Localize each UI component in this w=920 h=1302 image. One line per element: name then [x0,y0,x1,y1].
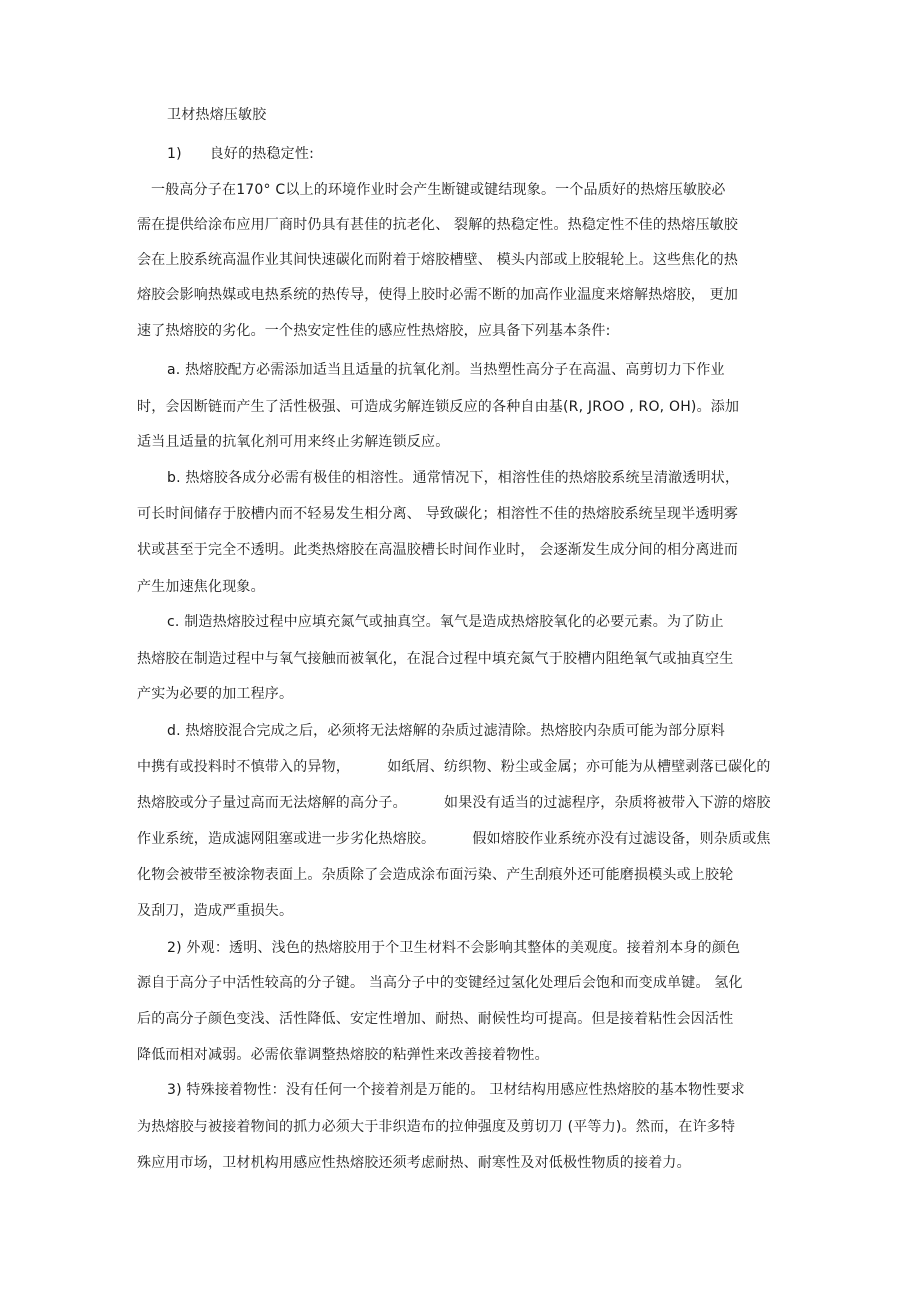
text-line: 及刮刀，造成严重损失。 [137,903,294,919]
text-line: 需在提供给涂布应用厂商时仍具有甚佳的抗老化、 裂解的热稳定性。热稳定性不佳的热熔压敏胶 [137,217,739,233]
text-line: 源自于高分子中活性较高的分子键。 当高分子中的变键经过氢化处理后会饱和而变成单键。 氢化 [137,975,743,991]
text-line: 后的高分子颜色变浅、活性降低、安定性增加、耐热、耐候性均可提高。但是接着粘性会因活性 [137,1011,734,1027]
text-line: 产生加速焦化现象。 [137,579,265,595]
text-line: 化物会被带至被涂物表面上。杂质除了会造成涂布面污染、产生刮痕外还可能磨损模头或上胶轮 [137,867,734,883]
text-line: 2) 外观：透明、浅色的热熔胶用于个卫生材料不会影响其整体的美观度。接着剂本身的颜色 [167,940,741,956]
text-line: 时，会因断链而产生了活性极强、可造成劣解连锁反应的各种自由基(R, JROO , RO, OH)。添加 [137,399,740,415]
text-line: 降低而相对减弱。必需依靠调整热熔胶的粘弹性来改善接着物性。 [137,1047,549,1063]
text-line: d. 热熔胶混合完成之后，必须将无法熔解的杂质过滤清除。热熔胶内杂质可能为部分原料 [167,723,725,739]
text-line: 殊应用市场，卫材机构用感应性热熔胶还须考虑耐热、耐寒性及对低极性物质的接着力。 [137,1155,691,1171]
text-line: 热熔胶在制造过程中与氧气接触而被氧化，在混合过程中填充氮气于胶槽内阻绝氧气或抽真空生 [137,651,734,667]
text-line: c. 制造热熔胶过程中应填充氮气或抽真空。氧气是造成热熔胶氧化的必要元素。为了防止 [167,614,724,630]
text-line: 为热熔胶与被接着物间的抓力必须大于非织造布的拉伸强度及剪切刀 (平等力)。然而，在许多特 [137,1119,736,1135]
text-line: 产实为必要的加工程序。 [137,686,294,702]
section-heading-thermal-stability: 1) 良好的热稳定性: [167,146,314,162]
document-title: 卫材热熔压敏胶 [167,107,267,123]
text-line: 熔胶会影响热媒或电热系统的热传导，使得上胶时必需不断的加高作业温度来熔解热熔胶， 更加 [137,287,739,303]
text-line: 适当且适量的抗氧化剂可用来终止劣解连锁反应。 [137,434,450,450]
text-line: b. 热熔胶各成分必需有极佳的相溶性。通常情况下，相溶性佳的热熔胶系统呈清澈透明状， [167,470,740,486]
text-line: 3) 特殊接着物性：没有任何一个接着剂是万能的。 卫材结构用感应性热熔胶的基本物性要求 [167,1082,745,1098]
text-line: 中携有或投料时不慎带入的异物， 如纸屑、纺织物、粉尘或金属；亦可能为从槽壁剥落已碳化的 [137,759,771,775]
text-line: 热熔胶或分子量过高而无法熔解的高分子。 如果没有适当的过滤程序，杂质将被带入下游的熔胶 [137,795,771,811]
text-line: a. 热熔胶配方必需添加适当且适量的抗氧化剂。当热塑性高分子在高温、高剪切力下作业 [167,362,725,378]
text-line: 可长时间储存于胶槽内而不轻易发生相分离、 导致碳化；相溶性不佳的热熔胶系统呈现半透明雾 [137,506,739,522]
text-line: 状或甚至于完全不透明。此类热熔胶在高温胶槽长时间作业时， 会逐渐发生成分间的相分离进而 [137,542,739,558]
text-line: 一般高分子在170° C以上的环境作业时会产生断键或键结现象。一个品质好的热熔压敏胶必 [151,182,726,198]
text-line: 速了热熔胶的劣化。一个热安定性佳的感应性热熔胶，应具备下列基本条件: [137,323,611,339]
text-line: 会在上胶系统高温作业其间快速碳化而附着于熔胶槽壁、 模头内部或上胶辊轮上。这些焦化的热 [137,252,739,268]
text-line: 作业系统，造成滤网阻塞或进一步劣化热熔胶。 假如熔胶作业系统亦没有过滤设备，则杂质或焦 [137,831,771,847]
